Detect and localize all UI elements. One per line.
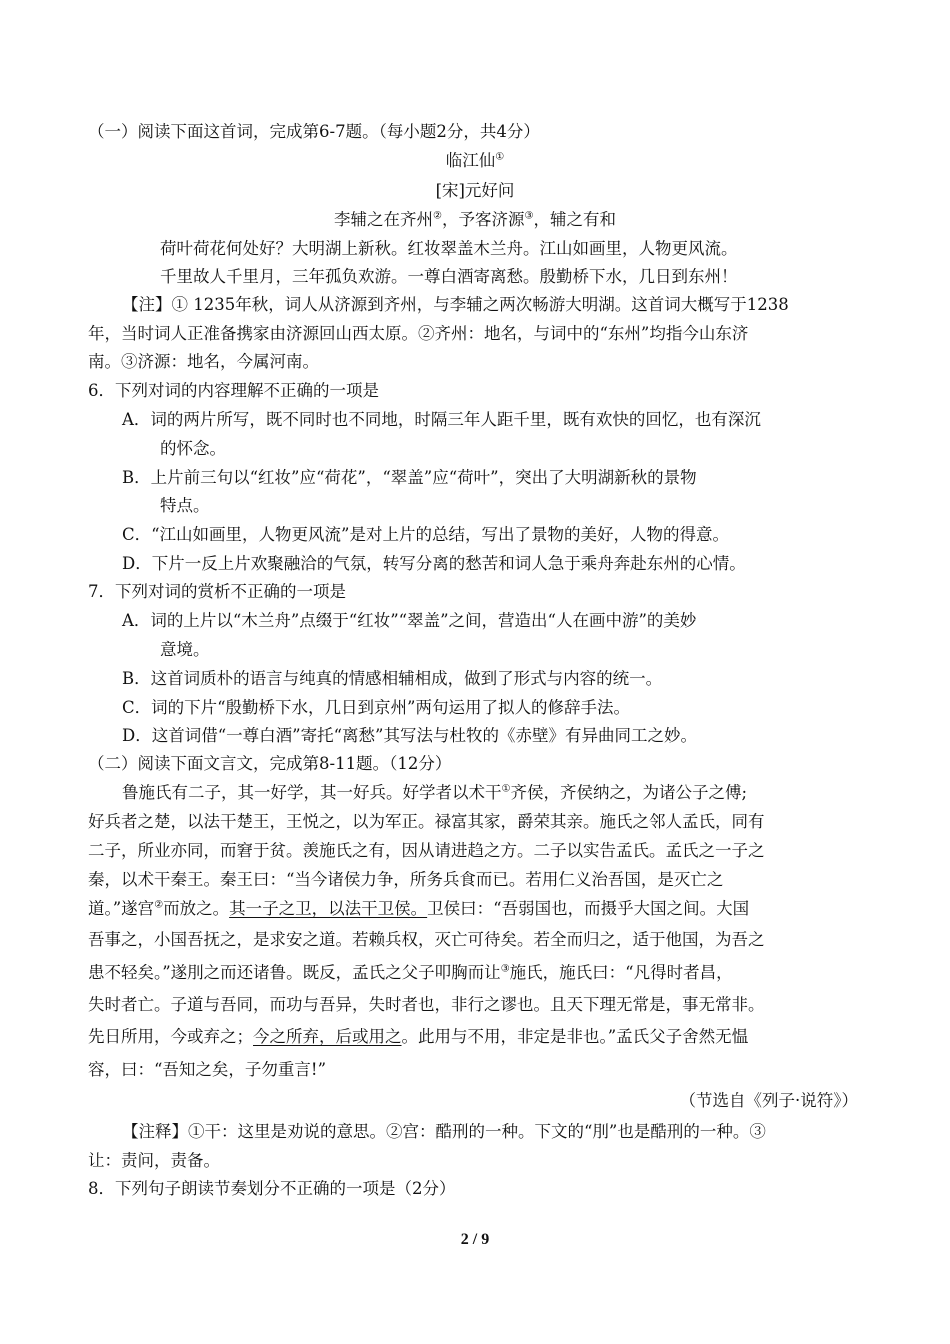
poem-note-line: 年，当时词人正准备携家由济源回山西太原。②齐州：地名，与词中的“东州”均指今山东济 [88,324,749,343]
passage-line [88,962,733,984]
passage-line: 好兵者之楚，以法干楚王，王悦之，以为军正。禄富其家，爵荣其亲。施氏之邻人孟氏，同有 [88,812,765,831]
subtitle-text: ，予客济源 [442,210,525,229]
note-mark: ① [501,783,511,795]
option-a: A．词的两片所写，既不同时也不同地，时隔三年人距千里，既有欢快的回忆，也有深沉 [122,410,761,429]
passage-text: 患不轻矣。”遂刖之而还诸鲁。既反，孟氏之父子叩胸而让 [88,963,501,982]
passage-line [88,1026,748,1048]
passage-line [88,898,749,920]
note-mark: ② [154,899,164,911]
passage-notes: 【注释】①干：这里是劝说的意思。②宫：酷刑的一种。下文的“刖”也是酷刑的一种。③ [122,1122,766,1141]
poem-verse: 荷叶荷花何处好？大明湖上新秋。红妆翠盖木兰舟。江山如画里，人物更风流。 [160,239,738,258]
subtitle-text: ，辅之有和 [533,210,616,229]
note-mark: ① [495,151,505,163]
question-stem: 6．下列对词的内容理解不正确的一项是 [88,381,379,400]
underlined-sentence: 今之所弃，后或用之 [253,1027,402,1046]
note-mark: ② [433,210,442,222]
option-a-cont: 的怀念。 [160,439,226,458]
passage-line: 吾事之，小国吾抚之，是求安之道。若赖兵权，灭亡可待矣。若全而归之，适于他国，为吾之 [88,930,765,949]
underlined-sentence: 其一子之卫，以法干卫侯。 [229,899,428,918]
option-c: C．“江山如画里，人物更风流”是对上片的总结，写出了景物的美好，人物的得意。 [122,525,729,544]
option-b: B．这首词质朴的语言与纯真的情感相辅相成，做到了形式与内容的统一。 [122,669,663,688]
section1-heading: （一）阅读下面这首词，完成第6-7题。（每小题2分，共4分） [88,122,540,141]
poem-verse: 千里故人千里月，三年孤负欢游。一尊白酒寄离愁。殷勤桥下水，几日到东州！ [160,267,738,286]
passage-line: 秦，以术干秦王。秦王曰：“当今诸侯力争，所务兵食而已。若用仁义治吾国，是灭亡之 [88,870,724,889]
passage-text: 而放之。 [163,899,230,918]
option-d: D．这首词借“一尊白酒”寄托“离愁”其写法与杜牧的《赤壁》有异曲同工之妙。 [122,726,697,745]
option-d: D．下片一反上片欢聚融洽的气氛，转写分离的愁苦和词人急于乘舟奔赴东州的心情。 [122,554,746,573]
question-stem: 8．下列句子朗读节奏划分不正确的一项是（2分） [88,1179,456,1198]
passage-notes: 让：责问，责备。 [88,1151,220,1170]
passage-text: 道。”遂宫 [88,899,155,918]
poem-title: 临江仙 [445,151,496,170]
passage-text: 卫侯曰：“吾弱国也，而摄乎大国之间。大国 [427,899,750,918]
section2-heading: （二）阅读下面文言文，完成第8-11题。（12分） [88,754,452,773]
passage-text: 鲁施氏有二子，其一好学，其一好兵。好学者以术干 [122,783,502,802]
poem-subtitle [0,209,950,231]
passage-text: 齐侯，齐侯纳之，为诸公子之傅; [510,783,748,802]
question-stem: 7．下列对词的赏析不正确的一项是 [88,582,346,601]
poem-note-line: 【注】① 1235年秋，词人从济源到齐州，与李辅之两次畅游大明湖。这首词大概写于1238 [122,295,789,314]
passage-source: （节选自《列子·说符》） [679,1091,858,1110]
page-number: 2 / 9 [460,1231,490,1248]
subtitle-text: 李辅之在齐州 [334,210,434,229]
passage-line: 容，曰：“吾知之矣，子勿重言!” [88,1060,327,1079]
poem-note-line: 南。③济源：地名，今属河南。 [88,352,319,371]
passage-line: 二子，所业亦同，而窘于贫。羡施氏之有，因从请进趋之方。二子以实告孟氏。孟氏之一子之 [88,841,765,860]
poem-author: [宋]元好问 [435,181,515,200]
passage-line [122,782,747,804]
passage-text: 施氏，施氏曰：“凡得时者昌， [509,963,733,982]
passage-text: 。此用与不用，非定是非也。”孟氏父子舍然无愠 [401,1027,749,1046]
note-mark: ③ [524,210,534,222]
poem-title-line [0,150,950,172]
option-a: A．词的上片以“木兰舟”点缀于“红妆”“翠盖”之间，营造出“人在画中游”的美妙 [122,611,697,630]
option-c: C．词的下片“殷勤桥下水，几日到京州”两句运用了拟人的修辞手法。 [122,698,630,717]
passage-line: 失时者亡。子道与吾同，而功与吾异，失时者也，非行之谬也。且天下理无常是，事无常非。 [88,995,765,1014]
option-b-cont: 特点。 [160,496,210,515]
note-mark: ③ [500,963,510,975]
option-b: B．上片前三句以“红妆”应“荷花”，“翠盖”应“荷叶”，突出了大明湖新秋的景物 [122,468,697,487]
passage-text: 先日所用，今或弃之； [88,1027,253,1046]
option-a-cont: 意境。 [160,640,210,659]
